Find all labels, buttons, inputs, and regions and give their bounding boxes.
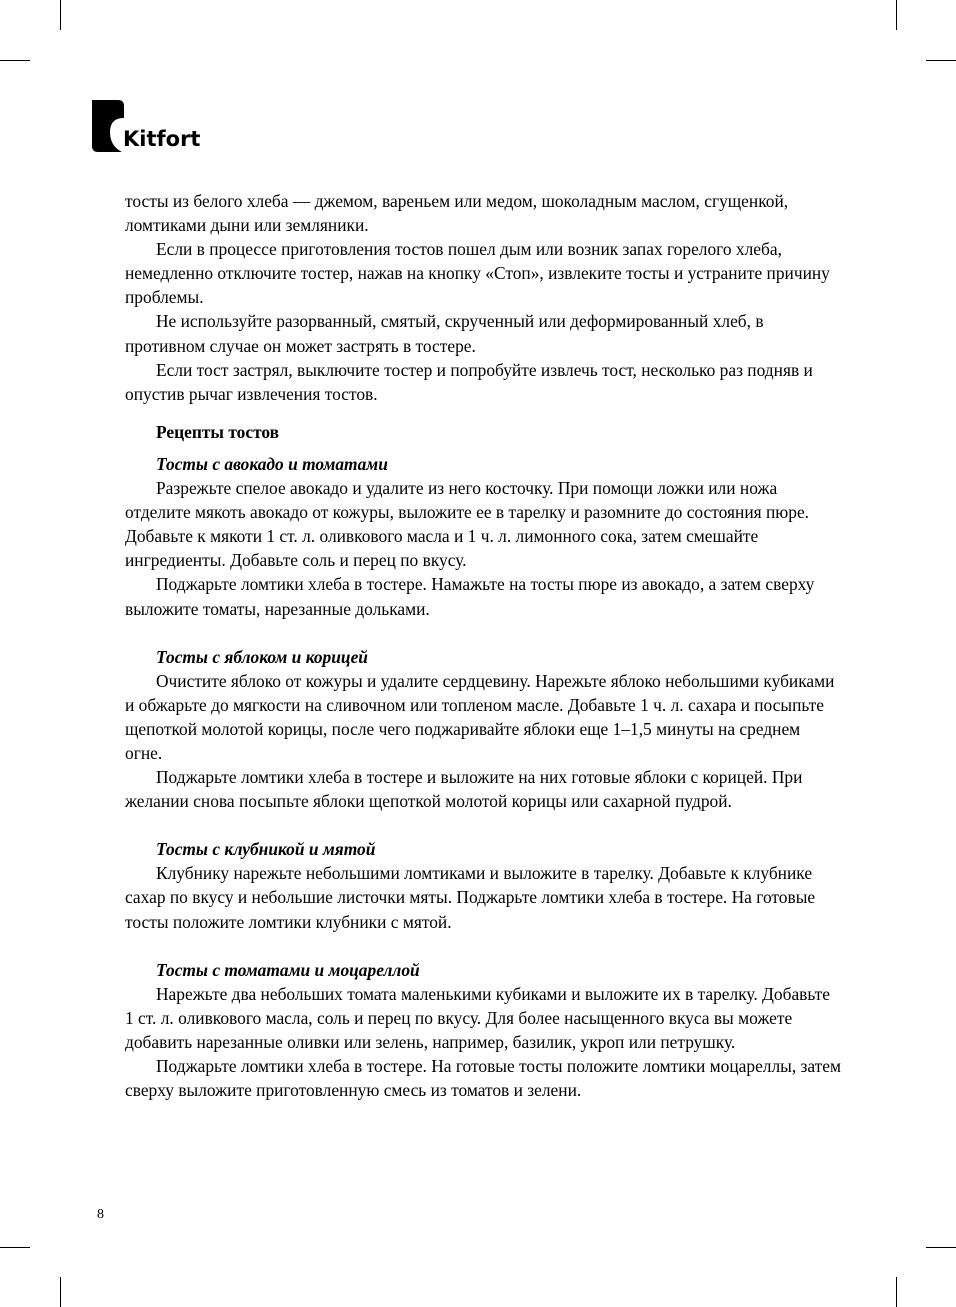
section-title: Рецепты тостов [156,421,280,442]
brand-logo [92,100,202,156]
crop-mark-bottom-right-v [896,1277,897,1307]
recipe-paragraph: Очистите яблоко от кожуры и удалите сердцевину. Нарежьте яблоко небольшими кубиками и обжарьте до мягкости на сливочном или топленом масле. Добавьте 1 ч. л. сахара и посыпьте щепоткой молотой корицы, после чего поджаривайте яблоки еще 1–1,5 минуты на среднем огне. [125,670,835,763]
crop-mark-bottom-right-h [926,1247,956,1248]
recipe-title: Тосты с томатами и моцареллой [156,959,420,980]
intro-paragraph: тосты из белого хлеба — джемом, вареньем или медом, шоколадным маслом, сгущенкой, ломтиками дыни или земляники. [125,191,789,236]
recipe-title: Тосты с авокадо и томатами [156,453,388,474]
intro-paragraph: Если в процессе приготовления тостов пошел дым или возник запах горелого хлеба, немедленно отключите тостер, нажав на кнопку «Стоп», извлеките тосты и устраните причину проблемы. [125,239,830,308]
crop-mark-top-left-h [0,60,30,61]
brand-mark-icon [92,100,124,152]
crop-mark-top-right-v [896,0,897,30]
spacer [125,934,841,958]
crop-mark-top-right-h [926,60,956,61]
recipe-paragraph: Нарежьте два небольших томата маленькими кубиками и выложите их в тарелку. Добавьте 1 ст. л. оливкового масла, соль и перец по вкусу. Для более насыщенного вкуса вы можете добавить нарезанные оливки или зелень, например, базилик, укроп или петрушку. [125,983,830,1052]
recipe-paragraph: Поджарьте ломтики хлеба в тостере. На готовые тосты положите ломтики моцареллы, затем сверху выложите приготовленную смесь из томатов и зелени. [125,1056,842,1101]
page-content [125,189,841,1102]
intro-paragraph: Если тост застрял, выключите тостер и попробуйте извлечь тост, несколько раз подняв и опустив рычаг извлечения тостов. [125,359,813,404]
recipe-paragraph: Поджарьте ломтики хлеба в тостере и выложите на них готовые яблоки с корицей. При желании снова посыпьте яблоки щепоткой молотой корицы или сахарной пудрой. [125,767,803,812]
recipe-paragraph: Поджарьте ломтики хлеба в тостере. Намажьте на тосты пюре из авокадо, а затем сверху выложите томаты, нарезанные дольками. [125,574,815,619]
page-number: 8 [97,1207,104,1222]
recipe-paragraph: Клубнику нарежьте небольшими ломтиками и выложите в тарелку. Добавьте к клубнике сахар по вкусу и небольшие листочки мяты. Поджарьте ломтики хлеба в тостере. На готовые тосты положите ломтики клубники с мятой. [125,863,816,932]
intro-paragraph: Не используйте разорванный, смятый, скрученный или деформированный хлеб, в противном случае он может застрять в тостере. [125,311,764,356]
crop-mark-bottom-left-v [60,1277,61,1307]
brand-name: Kitfort [123,127,201,151]
spacer [125,813,841,837]
crop-mark-bottom-left-h [0,1247,30,1248]
spacer [125,621,841,645]
recipe-paragraph: Разрежьте спелое авокадо и удалите из него косточку. При помощи ложки или ножа отделите мякоть авокадо от кожуры, выложите ее в тарелку и разомните до состояния пюре. Добавьте к мякоти 1 ст. л. оливкового масла и 1 ч. л. лимонного сока, затем смешайте ингредиенты. Добавьте соль и перец по вкусу. [125,478,810,571]
crop-mark-top-left-v [60,0,61,30]
recipe-title: Тосты с клубникой и мятой [156,839,376,860]
recipe-title: Тосты с яблоком и корицей [156,646,368,667]
